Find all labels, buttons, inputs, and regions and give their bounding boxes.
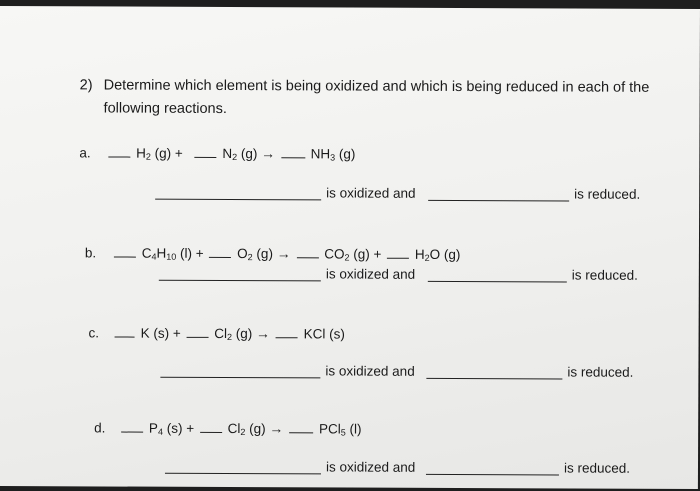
reduced-answer-blank-d[interactable] [426, 474, 559, 476]
oxidized-text-a: is oxidized and [326, 185, 416, 201]
product-kcl: KCl (s) [303, 326, 345, 342]
reactant-n2: $N_2$ (g) [222, 145, 258, 163]
reaction-d-label: d. [94, 420, 106, 436]
coefficient-blank[interactable] [296, 256, 318, 258]
coefficient-blank[interactable] [209, 256, 231, 258]
product-nh3: $NH_3$ (g) [310, 146, 356, 163]
oxidized-text-c: is oxidized and [325, 363, 415, 379]
product-co2: $CO_2$ (g) + [324, 246, 382, 263]
reaction-a [79, 144, 355, 162]
reaction-arrow-icon: → [261, 145, 276, 162]
coefficient-blank[interactable] [195, 156, 217, 158]
reaction-a-label: a. [79, 145, 91, 161]
coefficient-blank[interactable] [108, 155, 130, 157]
coefficient-blank[interactable] [121, 431, 143, 433]
reduced-text-c: is reduced. [567, 364, 634, 380]
product-pcl5: PCl$_5$ (l) [318, 421, 362, 438]
reaction-d [94, 419, 361, 437]
reactant-c4h10: $C_4H_{10}$ (l) + [141, 245, 204, 262]
question-number: 2) [79, 77, 93, 94]
question-line-1: Determine which element is being oxidized and which is being reduced in each of the [103, 77, 650, 96]
reaction-c-label: c. [88, 325, 100, 341]
coefficient-blank[interactable] [276, 336, 298, 338]
reactant-h2: $H_2$ (g) + [136, 145, 183, 162]
coefficient-blank[interactable] [114, 255, 136, 257]
reaction-c [89, 324, 345, 342]
product-h2o: $H_2O$ (g) [414, 246, 461, 263]
coefficient-blank[interactable] [281, 156, 305, 158]
oxidized-answer-blank-b[interactable] [159, 280, 321, 282]
question-line-2: following reactions. [103, 100, 227, 117]
reactant-cl2: $Cl_2$ (g) [227, 420, 266, 438]
coefficient-blank[interactable] [187, 336, 209, 338]
coefficient-blank[interactable] [289, 431, 313, 433]
reduced-text-d: is reduced. [563, 460, 631, 476]
reduced-answer-blank-c[interactable] [426, 378, 562, 380]
oxidized-text-d: is oxidized and [325, 459, 416, 475]
oxidized-text-b: is oxidized and [325, 266, 416, 282]
reaction-arrow-icon: → [256, 325, 271, 342]
reduced-text-a: is reduced. [574, 186, 641, 202]
coefficient-blank[interactable] [387, 257, 409, 259]
reduced-answer-blank-a[interactable] [428, 200, 569, 202]
reaction-b-label: b. [84, 245, 97, 261]
oxidized-answer-blank-c[interactable] [160, 377, 320, 379]
reactant-cl2: $Cl_2$ (g) [214, 325, 253, 343]
reduced-text-b: is reduced. [571, 267, 638, 283]
reactant-k: K (s) + [140, 325, 181, 341]
coefficient-blank[interactable] [200, 431, 222, 433]
worksheet-page [0, 6, 700, 489]
oxidized-answer-blank-d[interactable] [165, 473, 321, 475]
oxidized-answer-blank-a[interactable] [155, 199, 321, 201]
reactant-o2: $O_2$ (g) [237, 246, 273, 263]
coefficient-blank[interactable] [115, 336, 135, 338]
reaction-arrow-icon: → [276, 245, 291, 262]
reactant-p4: $P_4$ (s) + [148, 420, 195, 437]
reduced-answer-blank-b[interactable] [428, 281, 567, 283]
reaction-b [85, 244, 461, 263]
reaction-arrow-icon: → [269, 420, 284, 437]
